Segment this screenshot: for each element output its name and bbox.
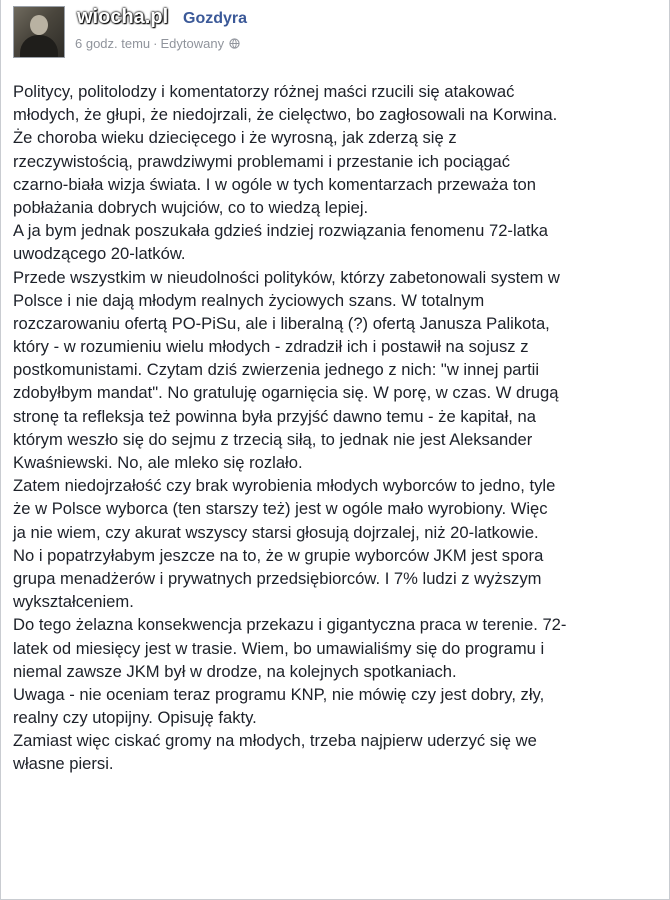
- author-name-link[interactable]: Gozdyra: [183, 10, 248, 27]
- edited-label[interactable]: Edytowany: [160, 36, 225, 51]
- post-text-line: A ja bym jednak poszukała gdzieś indziej rozwiązania fenomenu 72-latka: [13, 221, 548, 241]
- post-text-line: Polsce i nie dają młodym realnych życiowych szans. W totalnym: [13, 290, 485, 310]
- post-text-line: Politycy, politolodzy i komentatorzy różnej maści rzucili się atakować: [13, 82, 515, 101]
- post-text-line: Zamiast więc ciskać gromy na młodych, trzeba najpierw uderzyć się we: [13, 731, 537, 751]
- post-text-line: Że choroba wieku dziecięcego i że wyrosną, jak zderzą się z: [13, 128, 457, 148]
- post-text-line: własne piersi.: [13, 754, 114, 774]
- post-text-line: ja nie wiem, czy akurat wszyscy starsi głosują dojrzalej, niż 20-latkowie.: [13, 522, 539, 542]
- author-avatar[interactable]: [13, 6, 65, 58]
- meta-separator: ·: [153, 36, 158, 51]
- post-text-line: Do tego żelazna konsekwencja przekazu i gigantyczna praca w terenie. 72-: [13, 615, 567, 635]
- post-text-line: postkomunistami. Czytam dziś zwierzenia jednego z nich: "w innej partii: [13, 360, 540, 380]
- site-watermark: wiocha.pl: [77, 6, 169, 28]
- post-body: [13, 80, 659, 776]
- post-text-line: czarno-biała wizja świata. I w ogóle w tych komentarzach przeważa ton: [13, 174, 536, 194]
- post-text-line: wykształceniem.: [13, 592, 134, 612]
- post-text-line: latek od miesięcy jest w trasie. Wiem, bo umawialiśmy się do programu i: [13, 638, 545, 658]
- post-text-line: rozczarowaniu ofertą PO-PiSu, ale i liberalną (?) ofertą Janusza Palikota,: [13, 313, 550, 333]
- post-text-line: pobłażania dobrych wujciów, co to wiedzą lepiej.: [13, 197, 369, 217]
- post-header: [13, 6, 657, 60]
- post-text-line: realny czy utopijny. Opisuję fakty.: [13, 708, 257, 728]
- post-text-line: rzeczywistością, prawdziwymi problemami i przestanie ich pociągać: [13, 151, 511, 171]
- avatar-shoulders-shape: [20, 35, 58, 58]
- post-text-line: Uwaga - nie oceniam teraz programu KNP, nie mówię czy jest dobry, zły,: [13, 684, 545, 704]
- post-text-line: Kwaśniewski. No, ale mleko się rozlało.: [13, 453, 303, 472]
- post-text-line: uwodzącego 20-latków.: [13, 244, 186, 264]
- post-text-line: grupa menadżerów i prywatnych przedsiębiorców. I 7% ludzi z wyższym: [13, 568, 542, 588]
- post-text-line: stronę ta refleksja też powinna była przyjść dawno temu - że kapitał, na: [13, 406, 536, 426]
- post-text-line: młodych, że głupi, że niedojrzali, że cielęctwo, bo zagłosowali na Korwina.: [13, 105, 558, 125]
- post-text-line: że w Polsce wyborca (ten starszy też) jest w ogóle mało wyrobiony. Więc: [13, 499, 548, 519]
- post-text-line: niemal zawsze JKM był w drodze, na kolejnych spotkaniach.: [13, 661, 457, 681]
- post-text-line: Zatem niedojrzałość czy brak wyrobienia młodych wyborców to jedno, tyle: [13, 476, 556, 496]
- post-text-line: zdobyłbym mandat". No gratuluję ogarnięcia się. W porę, w czas. W drugą: [13, 383, 559, 403]
- post-timestamp[interactable]: 6 godz. temu: [75, 36, 151, 51]
- post-meta: [75, 36, 240, 51]
- avatar-head-shape: [30, 15, 48, 35]
- post-text-line: który - w rozumieniu wielu młodych - zdradził ich i postawił na sojusz z: [13, 337, 529, 357]
- post-text-line: którym weszło się do sejmu z trzecią siłą, to jednak nie jest Aleksander: [13, 429, 533, 449]
- globe-icon[interactable]: [229, 38, 240, 49]
- post-text-line: Przede wszystkim w nieudolności polityków, którzy zabetonowali system w: [13, 267, 560, 287]
- post-text-line: No i popatrzyłabym jeszcze na to, że w grupie wyborców JKM jest spora: [13, 545, 544, 565]
